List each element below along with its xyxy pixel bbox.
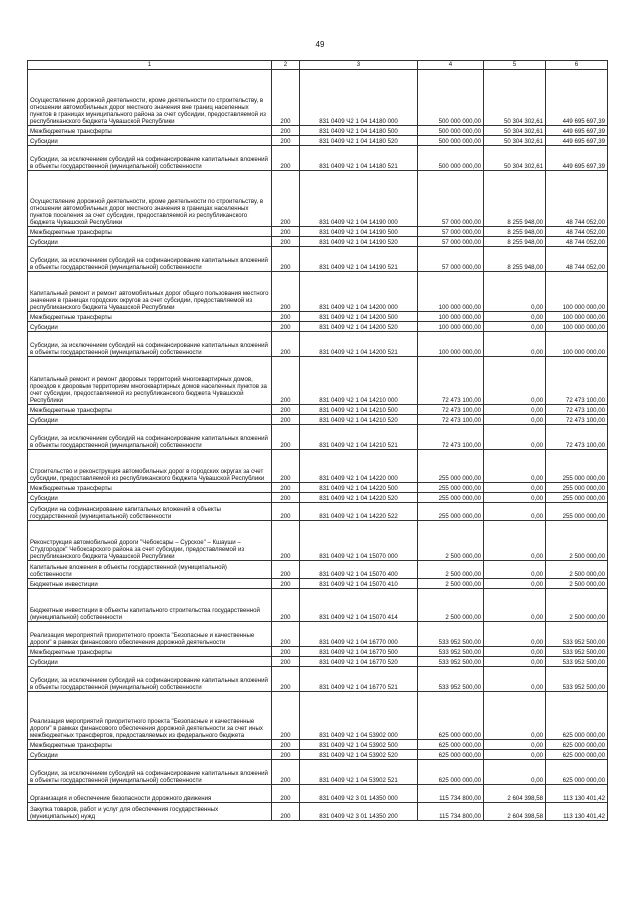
row-admin-code: 200 bbox=[272, 803, 300, 821]
table-row bbox=[28, 785, 608, 803]
row-classification-code: 831 0409 Ч2 1 04 14220 522 bbox=[300, 503, 418, 521]
table-row bbox=[28, 622, 608, 647]
table-row bbox=[28, 227, 608, 237]
table-row bbox=[28, 405, 608, 415]
row-executed-amount: 8 255 948,00 bbox=[484, 227, 546, 237]
row-admin-code: 200 bbox=[272, 579, 300, 589]
table-row bbox=[28, 579, 608, 589]
row-classification-code: 831 0409 Ч2 1 04 16770 500 bbox=[300, 647, 418, 657]
row-description: Капитальный ремонт и ремонт дворовых территорий многоквартирных домов, проездов к дворовым территориям многоквартирных домов населенных пунктов за счет субсидии, предоставляемой из республиканского бюджета Чувашской Республики bbox=[28, 357, 272, 405]
row-admin-code: 200 bbox=[272, 136, 300, 146]
table-row bbox=[28, 450, 608, 483]
row-description: Субсидии bbox=[28, 493, 272, 503]
row-executed-amount: 0,00 bbox=[484, 450, 546, 483]
row-unexecuted-amount: 100 000 000,00 bbox=[546, 312, 608, 322]
row-approved-amount: 100 000 000,00 bbox=[418, 322, 484, 332]
table-row bbox=[28, 332, 608, 357]
column-header: 5 bbox=[484, 61, 546, 70]
row-description: Закупка товаров, работ и услуг для обеспечения государственных (муниципальных) нужд bbox=[28, 803, 272, 821]
table-row bbox=[28, 357, 608, 405]
row-classification-code: 831 0409 Ч2 1 04 16770 520 bbox=[300, 657, 418, 667]
row-executed-amount: 8 255 948,00 bbox=[484, 237, 546, 247]
row-admin-code: 200 bbox=[272, 126, 300, 136]
row-unexecuted-amount: 625 000 000,00 bbox=[546, 750, 608, 760]
row-executed-amount: 50 304 302,61 bbox=[484, 146, 546, 171]
row-classification-code: 831 0409 Ч2 1 04 14190 521 bbox=[300, 247, 418, 272]
row-admin-code: 200 bbox=[272, 483, 300, 493]
table-body bbox=[28, 70, 608, 821]
row-classification-code: 831 0409 Ч2 1 04 53902 500 bbox=[300, 740, 418, 750]
row-admin-code: 200 bbox=[272, 503, 300, 521]
row-classification-code: 831 0409 Ч2 3 01 14350 000 bbox=[300, 785, 418, 803]
row-executed-amount: 0,00 bbox=[484, 760, 546, 785]
row-admin-code: 200 bbox=[272, 667, 300, 692]
row-classification-code: 831 0409 Ч2 1 04 53902 520 bbox=[300, 750, 418, 760]
budget-execution-table bbox=[27, 60, 608, 821]
row-approved-amount: 57 000 000,00 bbox=[418, 237, 484, 247]
row-approved-amount: 57 000 000,00 bbox=[418, 171, 484, 227]
row-description: Межбюджетные трансферты bbox=[28, 405, 272, 415]
column-header: 1 bbox=[28, 61, 272, 70]
row-admin-code: 200 bbox=[272, 146, 300, 171]
row-unexecuted-amount: 625 000 000,00 bbox=[546, 760, 608, 785]
row-unexecuted-amount: 72 473 100,00 bbox=[546, 357, 608, 405]
row-admin-code: 200 bbox=[272, 425, 300, 450]
row-description: Субсидии bbox=[28, 415, 272, 425]
row-approved-amount: 533 952 500,00 bbox=[418, 657, 484, 667]
table-row bbox=[28, 312, 608, 322]
row-approved-amount: 57 000 000,00 bbox=[418, 227, 484, 237]
row-classification-code: 831 0409 Ч2 1 04 16770 521 bbox=[300, 667, 418, 692]
row-approved-amount: 2 500 000,00 bbox=[418, 521, 484, 561]
row-approved-amount: 625 000 000,00 bbox=[418, 750, 484, 760]
row-approved-amount: 2 500 000,00 bbox=[418, 589, 484, 622]
row-classification-code: 831 0409 Ч2 1 04 53902 000 bbox=[300, 692, 418, 740]
row-executed-amount: 0,00 bbox=[484, 657, 546, 667]
row-classification-code: 831 0409 Ч2 1 04 14180 000 bbox=[300, 70, 418, 126]
row-unexecuted-amount: 533 952 500,00 bbox=[546, 622, 608, 647]
row-approved-amount: 115 734 800,00 bbox=[418, 803, 484, 821]
row-admin-code: 200 bbox=[272, 561, 300, 579]
row-unexecuted-amount: 48 744 052,00 bbox=[546, 247, 608, 272]
table-row bbox=[28, 483, 608, 493]
row-unexecuted-amount: 533 952 500,00 bbox=[546, 657, 608, 667]
row-admin-code: 200 bbox=[272, 332, 300, 357]
row-description: Субсидии, за исключением субсидий на софинансирование капитальных вложений в объекты государственной (муниципальной) собственности bbox=[28, 247, 272, 272]
row-admin-code: 200 bbox=[272, 272, 300, 312]
table-row bbox=[28, 415, 608, 425]
row-classification-code: 831 0409 Ч2 1 04 15070 414 bbox=[300, 589, 418, 622]
table-row bbox=[28, 503, 608, 521]
row-description: Осуществление дорожной деятельности, кроме деятельности по строительству, в отношении автомобильных дорог местного значения в границах населенных пунктов поселения за счет субсидии, предоставляемой из республиканского бюджета Чувашской Республики bbox=[28, 171, 272, 227]
row-admin-code: 200 bbox=[272, 657, 300, 667]
row-approved-amount: 115 734 800,00 bbox=[418, 785, 484, 803]
row-classification-code: 831 0409 Ч2 1 04 15070 000 bbox=[300, 521, 418, 561]
row-executed-amount: 50 304 302,61 bbox=[484, 126, 546, 136]
row-description: Капитальные вложения в объекты государственной (муниципальной) собственности bbox=[28, 561, 272, 579]
row-admin-code: 200 bbox=[272, 237, 300, 247]
column-header: 4 bbox=[418, 61, 484, 70]
row-classification-code: 831 0409 Ч2 1 04 14210 500 bbox=[300, 405, 418, 415]
row-unexecuted-amount: 255 000 000,00 bbox=[546, 483, 608, 493]
row-classification-code: 831 0409 Ч2 1 04 16770 000 bbox=[300, 622, 418, 647]
row-description: Реализация мероприятий приоритетного проекта "Безопасные и качественные дороги" в рамках финансового обеспечения дорожной деятельности за счет иных межбюджетных трансфертов, предоставляемых из федерального бюджета bbox=[28, 692, 272, 740]
row-classification-code: 831 0409 Ч2 3 01 14350 200 bbox=[300, 803, 418, 821]
row-classification-code: 831 0409 Ч2 1 04 14180 500 bbox=[300, 126, 418, 136]
row-unexecuted-amount: 72 473 100,00 bbox=[546, 425, 608, 450]
row-unexecuted-amount: 625 000 000,00 bbox=[546, 740, 608, 750]
table-row bbox=[28, 647, 608, 657]
row-admin-code: 200 bbox=[272, 647, 300, 657]
row-description: Субсидии, за исключением субсидий на софинансирование капитальных вложений в объекты государственной (муниципальной) собственности bbox=[28, 425, 272, 450]
row-classification-code: 831 0409 Ч2 1 04 14190 500 bbox=[300, 227, 418, 237]
row-approved-amount: 100 000 000,00 bbox=[418, 332, 484, 357]
row-admin-code: 200 bbox=[272, 415, 300, 425]
row-executed-amount: 0,00 bbox=[484, 483, 546, 493]
row-description: Осуществление дорожной деятельности, кроме деятельности по строительству, в отношении автомобильных дорог местного значения вне границ населенных пунктов в границах муниципального района за счет субсидии, предоставляемой из республиканского бюджета Чувашской Республики bbox=[28, 70, 272, 126]
row-unexecuted-amount: 625 000 000,00 bbox=[546, 692, 608, 740]
row-classification-code: 831 0409 Ч2 1 04 14190 000 bbox=[300, 171, 418, 227]
table-row bbox=[28, 322, 608, 332]
row-executed-amount: 2 604 398,58 bbox=[484, 803, 546, 821]
row-unexecuted-amount: 100 000 000,00 bbox=[546, 322, 608, 332]
table-row bbox=[28, 521, 608, 561]
row-description: Межбюджетные трансферты bbox=[28, 483, 272, 493]
table-row bbox=[28, 70, 608, 126]
row-admin-code: 200 bbox=[272, 405, 300, 415]
row-description: Межбюджетные трансферты bbox=[28, 227, 272, 237]
row-classification-code: 831 0409 Ч2 1 04 14200 000 bbox=[300, 272, 418, 312]
table-row bbox=[28, 760, 608, 785]
row-unexecuted-amount: 255 000 000,00 bbox=[546, 503, 608, 521]
row-admin-code: 200 bbox=[272, 450, 300, 483]
row-admin-code: 200 bbox=[272, 357, 300, 405]
row-executed-amount: 0,00 bbox=[484, 667, 546, 692]
table-row bbox=[28, 657, 608, 667]
row-classification-code: 831 0409 Ч2 1 04 14210 521 bbox=[300, 425, 418, 450]
row-approved-amount: 57 000 000,00 bbox=[418, 247, 484, 272]
row-unexecuted-amount: 48 744 052,00 bbox=[546, 227, 608, 237]
table-row bbox=[28, 589, 608, 622]
row-unexecuted-amount: 449 695 697,39 bbox=[546, 136, 608, 146]
table-row bbox=[28, 493, 608, 503]
row-executed-amount: 0,00 bbox=[484, 425, 546, 450]
row-approved-amount: 72 473 100,00 bbox=[418, 405, 484, 415]
row-approved-amount: 625 000 000,00 bbox=[418, 740, 484, 750]
row-description: Межбюджетные трансферты bbox=[28, 647, 272, 657]
row-unexecuted-amount: 72 473 100,00 bbox=[546, 415, 608, 425]
row-executed-amount: 0,00 bbox=[484, 405, 546, 415]
row-executed-amount: 0,00 bbox=[484, 272, 546, 312]
row-admin-code: 200 bbox=[272, 312, 300, 322]
row-executed-amount: 50 304 302,61 bbox=[484, 136, 546, 146]
row-unexecuted-amount: 255 000 000,00 bbox=[546, 493, 608, 503]
row-admin-code: 200 bbox=[272, 622, 300, 647]
row-executed-amount: 0,00 bbox=[484, 493, 546, 503]
row-executed-amount: 0,00 bbox=[484, 622, 546, 647]
column-header: 2 bbox=[272, 61, 300, 70]
row-approved-amount: 2 500 000,00 bbox=[418, 579, 484, 589]
row-admin-code: 200 bbox=[272, 70, 300, 126]
row-executed-amount: 0,00 bbox=[484, 312, 546, 322]
row-classification-code: 831 0409 Ч2 1 04 14180 520 bbox=[300, 136, 418, 146]
row-unexecuted-amount: 100 000 000,00 bbox=[546, 332, 608, 357]
row-description: Бюджетные инвестиции в объекты капитального строительства государственной (муниципальной) собственности bbox=[28, 589, 272, 622]
row-unexecuted-amount: 48 744 052,00 bbox=[546, 171, 608, 227]
row-description: Субсидии bbox=[28, 136, 272, 146]
row-description: Субсидии, за исключением субсидий на софинансирование капитальных вложений в объекты государственной (муниципальной) собственности bbox=[28, 760, 272, 785]
row-approved-amount: 500 000 000,00 bbox=[418, 146, 484, 171]
table-header-row bbox=[28, 61, 608, 70]
row-description: Субсидии bbox=[28, 750, 272, 760]
row-description: Бюджетные инвестиции bbox=[28, 579, 272, 589]
row-executed-amount: 0,00 bbox=[484, 322, 546, 332]
row-unexecuted-amount: 533 952 500,00 bbox=[546, 667, 608, 692]
row-executed-amount: 0,00 bbox=[484, 589, 546, 622]
row-unexecuted-amount: 2 500 000,00 bbox=[546, 561, 608, 579]
row-executed-amount: 0,00 bbox=[484, 579, 546, 589]
row-executed-amount: 0,00 bbox=[484, 740, 546, 750]
row-unexecuted-amount: 449 695 697,39 bbox=[546, 126, 608, 136]
row-classification-code: 831 0409 Ч2 1 04 14190 520 bbox=[300, 237, 418, 247]
row-description: Субсидии bbox=[28, 657, 272, 667]
table-row bbox=[28, 740, 608, 750]
row-approved-amount: 100 000 000,00 bbox=[418, 312, 484, 322]
row-executed-amount: 0,00 bbox=[484, 415, 546, 425]
row-admin-code: 200 bbox=[272, 227, 300, 237]
row-executed-amount: 2 604 398,58 bbox=[484, 785, 546, 803]
row-admin-code: 200 bbox=[272, 785, 300, 803]
row-approved-amount: 72 473 100,00 bbox=[418, 425, 484, 450]
row-approved-amount: 100 000 000,00 bbox=[418, 272, 484, 312]
column-header: 6 bbox=[546, 61, 608, 70]
row-admin-code: 200 bbox=[272, 760, 300, 785]
row-unexecuted-amount: 113 130 401,42 bbox=[546, 785, 608, 803]
row-approved-amount: 533 952 500,00 bbox=[418, 647, 484, 657]
row-executed-amount: 0,00 bbox=[484, 503, 546, 521]
row-approved-amount: 72 473 100,00 bbox=[418, 357, 484, 405]
row-classification-code: 831 0409 Ч2 1 04 14200 520 bbox=[300, 322, 418, 332]
row-approved-amount: 500 000 000,00 bbox=[418, 126, 484, 136]
table-row bbox=[28, 247, 608, 272]
row-unexecuted-amount: 48 744 052,00 bbox=[546, 237, 608, 247]
row-executed-amount: 0,00 bbox=[484, 332, 546, 357]
row-unexecuted-amount: 72 473 100,00 bbox=[546, 405, 608, 415]
table-row bbox=[28, 237, 608, 247]
table-row bbox=[28, 425, 608, 450]
row-approved-amount: 625 000 000,00 bbox=[418, 760, 484, 785]
row-classification-code: 831 0409 Ч2 1 04 14180 521 bbox=[300, 146, 418, 171]
row-admin-code: 200 bbox=[272, 740, 300, 750]
table-row bbox=[28, 146, 608, 171]
row-approved-amount: 255 000 000,00 bbox=[418, 483, 484, 493]
row-executed-amount: 0,00 bbox=[484, 647, 546, 657]
row-unexecuted-amount: 2 500 000,00 bbox=[546, 521, 608, 561]
row-approved-amount: 533 952 500,00 bbox=[418, 667, 484, 692]
row-executed-amount: 50 304 302,61 bbox=[484, 70, 546, 126]
row-description: Реализация мероприятий приоритетного проекта "Безопасные и качественные дороги" в рамках финансового обеспечения дорожной деятельности bbox=[28, 622, 272, 647]
row-description: Субсидии на софинансирование капитальных вложений в объекты государственной (муниципальной) собственности bbox=[28, 503, 272, 521]
row-description: Организация и обеспечение безопасности дорожного движения bbox=[28, 785, 272, 803]
row-approved-amount: 2 500 000,00 bbox=[418, 561, 484, 579]
row-unexecuted-amount: 449 695 697,39 bbox=[546, 70, 608, 126]
row-executed-amount: 0,00 bbox=[484, 357, 546, 405]
table-row bbox=[28, 667, 608, 692]
table-row bbox=[28, 803, 608, 821]
row-description: Субсидии, за исключением субсидий на софинансирование капитальных вложений в объекты государственной (муниципальной) собственности bbox=[28, 146, 272, 171]
row-description: Субсидии bbox=[28, 237, 272, 247]
page-number: 49 bbox=[315, 40, 325, 49]
row-approved-amount: 255 000 000,00 bbox=[418, 493, 484, 503]
row-unexecuted-amount: 2 500 000,00 bbox=[546, 589, 608, 622]
row-unexecuted-amount: 533 952 500,00 bbox=[546, 647, 608, 657]
row-executed-amount: 8 255 948,00 bbox=[484, 247, 546, 272]
table-row bbox=[28, 136, 608, 146]
row-unexecuted-amount: 2 500 000,00 bbox=[546, 579, 608, 589]
row-unexecuted-amount: 113 130 401,42 bbox=[546, 803, 608, 821]
row-description: Субсидии, за исключением субсидий на софинансирование капитальных вложений в объекты государственной (муниципальной) собственности bbox=[28, 332, 272, 357]
row-approved-amount: 255 000 000,00 bbox=[418, 503, 484, 521]
row-unexecuted-amount: 449 695 697,39 bbox=[546, 146, 608, 171]
table-row bbox=[28, 272, 608, 312]
row-admin-code: 200 bbox=[272, 750, 300, 760]
row-classification-code: 831 0409 Ч2 1 04 14210 520 bbox=[300, 415, 418, 425]
row-classification-code: 831 0409 Ч2 1 04 15070 400 bbox=[300, 561, 418, 579]
table-row bbox=[28, 126, 608, 136]
row-classification-code: 831 0409 Ч2 1 04 14210 000 bbox=[300, 357, 418, 405]
row-admin-code: 200 bbox=[272, 322, 300, 332]
row-approved-amount: 255 000 000,00 bbox=[418, 450, 484, 483]
row-description: Межбюджетные трансферты bbox=[28, 312, 272, 322]
row-admin-code: 200 bbox=[272, 493, 300, 503]
row-description: Межбюджетные трансферты bbox=[28, 740, 272, 750]
row-description: Субсидии, за исключением субсидий на софинансирование капитальных вложений в объекты государственной (муниципальной) собственности bbox=[28, 667, 272, 692]
table-row bbox=[28, 692, 608, 740]
row-classification-code: 831 0409 Ч2 1 04 15070 410 bbox=[300, 579, 418, 589]
row-description: Реконструкция автомобильной дороги "Чебоксары – Сурское" – Кшауши – Студгородок" Чебоксарского района за счет субсидии, предоставляемой из республиканского бюджета Чувашской Республики bbox=[28, 521, 272, 561]
table-row bbox=[28, 171, 608, 227]
row-description: Субсидии bbox=[28, 322, 272, 332]
row-approved-amount: 533 952 500,00 bbox=[418, 622, 484, 647]
row-classification-code: 831 0409 Ч2 1 04 14220 520 bbox=[300, 493, 418, 503]
row-approved-amount: 500 000 000,00 bbox=[418, 70, 484, 126]
row-description: Строительство и реконструкция автомобильных дорог в городских округах за счет субсидии, предоставляемой из республиканского бюджета Чувашской Республики bbox=[28, 450, 272, 483]
row-approved-amount: 72 473 100,00 bbox=[418, 415, 484, 425]
table-row bbox=[28, 750, 608, 760]
row-classification-code: 831 0409 Ч2 1 04 14220 500 bbox=[300, 483, 418, 493]
row-description: Межбюджетные трансферты bbox=[28, 126, 272, 136]
row-classification-code: 831 0409 Ч2 1 04 14200 521 bbox=[300, 332, 418, 357]
column-header: 3 bbox=[300, 61, 418, 70]
row-approved-amount: 500 000 000,00 bbox=[418, 136, 484, 146]
row-classification-code: 831 0409 Ч2 1 04 14200 500 bbox=[300, 312, 418, 322]
row-classification-code: 831 0409 Ч2 1 04 14220 000 bbox=[300, 450, 418, 483]
row-admin-code: 200 bbox=[272, 521, 300, 561]
row-executed-amount: 0,00 bbox=[484, 692, 546, 740]
row-executed-amount: 0,00 bbox=[484, 750, 546, 760]
row-admin-code: 200 bbox=[272, 589, 300, 622]
row-description: Капитальный ремонт и ремонт автомобильных дорог общего пользования местного значения в границах городских округов за счет субсидии, предоставляемой из республиканского бюджета Чувашской Республики bbox=[28, 272, 272, 312]
row-unexecuted-amount: 255 000 000,00 bbox=[546, 450, 608, 483]
row-executed-amount: 8 255 948,00 bbox=[484, 171, 546, 227]
row-executed-amount: 0,00 bbox=[484, 521, 546, 561]
row-executed-amount: 0,00 bbox=[484, 561, 546, 579]
row-unexecuted-amount: 100 000 000,00 bbox=[546, 272, 608, 312]
row-approved-amount: 625 000 000,00 bbox=[418, 692, 484, 740]
table-row bbox=[28, 561, 608, 579]
row-classification-code: 831 0409 Ч2 1 04 53902 521 bbox=[300, 760, 418, 785]
row-admin-code: 200 bbox=[272, 247, 300, 272]
row-admin-code: 200 bbox=[272, 171, 300, 227]
row-admin-code: 200 bbox=[272, 692, 300, 740]
